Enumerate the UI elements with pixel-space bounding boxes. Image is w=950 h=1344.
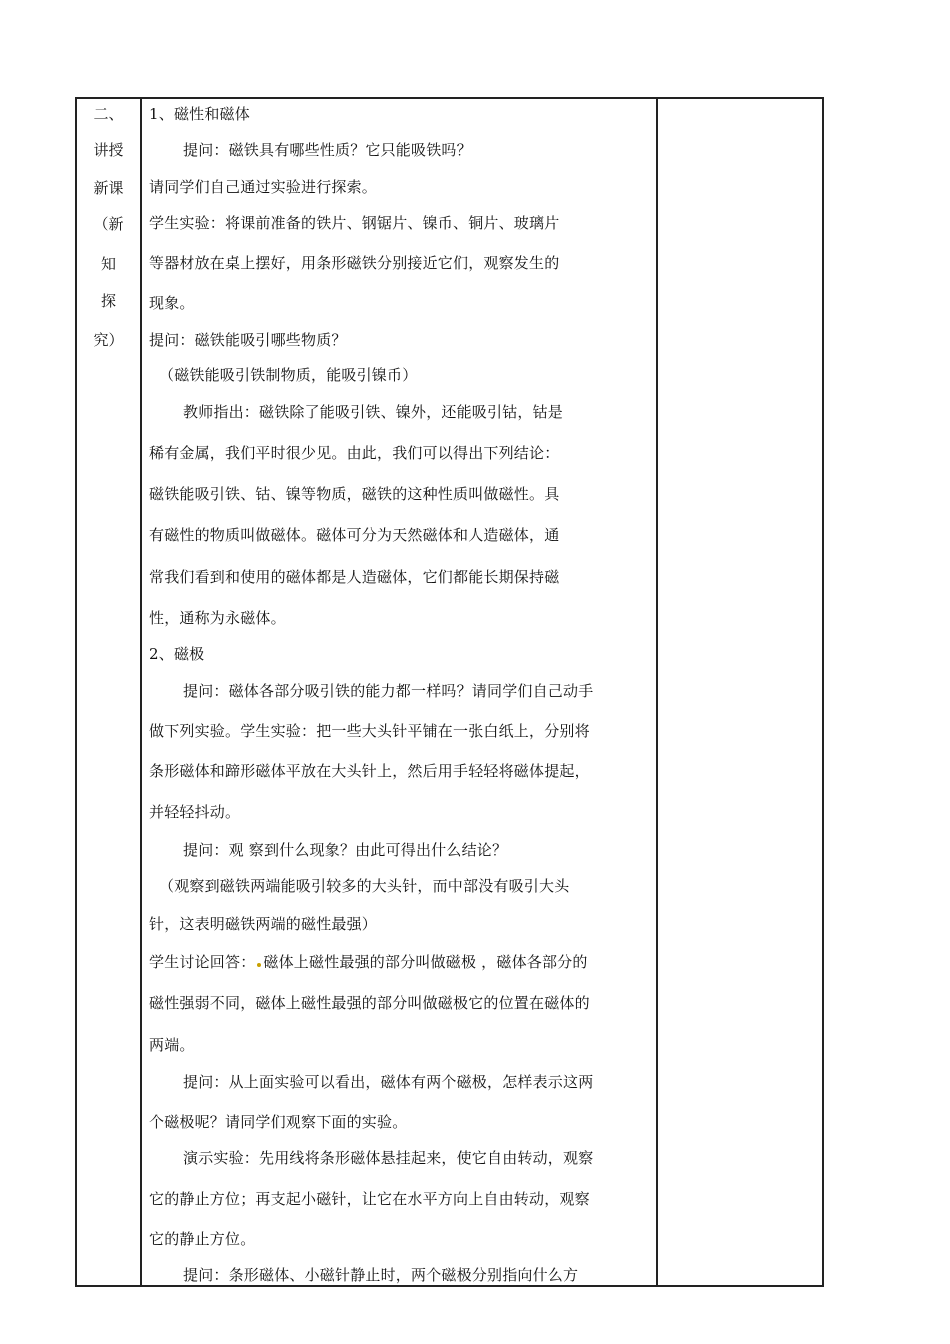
lesson-table <box>75 97 824 1287</box>
text-span: 学生讨论回答： <box>149 953 256 971</box>
text-line: 个磁极呢？请同学们观察下面的实验。 <box>149 1113 408 1131</box>
column-divider <box>140 99 142 1285</box>
answer: （磁铁能吸引铁制物质，能吸引镍币） <box>159 366 418 384</box>
text-line: 磁铁能吸引铁、钴、镍等物质，磁铁的这种性质叫做磁性。具 <box>149 485 560 503</box>
stage-label-line: 新课 <box>93 179 124 197</box>
column-divider <box>656 99 658 1285</box>
text-line: 现象。 <box>149 294 195 312</box>
question: 提问：观 察到什么现象？由此可得出什么结论？ <box>183 841 508 859</box>
question: 提问：磁铁具有哪些性质？它只能吸铁吗？ <box>183 141 472 159</box>
text-line: 磁性强弱不同，磁体上磁性最强的部分叫做磁极它的位置在磁体的 <box>149 994 590 1012</box>
section-title: 1、磁性和磁体 <box>149 105 250 123</box>
text-line: 性，通称为永磁体。 <box>149 609 286 627</box>
text-span: 磁体上磁性最强的部分叫做磁极 ，磁体各部分的 <box>263 953 588 971</box>
question: 提问：磁体各部分吸引铁的能力都一样吗？请同学们自己动手 <box>183 682 594 700</box>
stage-label-line: 探 <box>100 292 116 310</box>
stage-label-line: 讲授 <box>93 141 124 159</box>
text-line: 稀有金属，我们平时很少见。由此，我们可以得出下列结论： <box>149 444 560 462</box>
text-line: 学生实验：将课前准备的铁片、钢锯片、镍币、铜片、玻璃片 <box>149 214 560 232</box>
text-line: 条形磁体和蹄形磁体平放在大头针上，然后用手轻轻将磁体提起， <box>149 762 590 780</box>
text-line: 并轻轻抖动。 <box>149 803 241 821</box>
question: 提问：磁铁能吸引哪些物质？ <box>149 331 347 349</box>
section-title: 2、磁极 <box>149 645 205 663</box>
text-line: 做下列实验。学生实验：把一些大头针平铺在一张白纸上，分别将 <box>149 722 590 740</box>
text-line: 它的静止方位。 <box>149 1230 256 1248</box>
text-line: 请同学们自己通过实验进行探索。 <box>149 178 378 196</box>
stage-label-line: 知 <box>100 255 116 273</box>
text-line: 有磁性的物质叫做磁体。磁体可分为天然磁体和人造磁体，通 <box>149 526 560 544</box>
text-line: 演示实验：先用线将条形磁体悬挂起来，使它自由转动，观察 <box>183 1149 594 1167</box>
answer: （观察到磁铁两端能吸引较多的大头针，而中部没有吸引大头 <box>159 877 570 895</box>
question: 提问：从上面实验可以看出，磁体有两个磁极，怎样表示这两 <box>183 1073 594 1091</box>
text-line: 教师指出：磁铁除了能吸引铁、镍外，还能吸引钴，钴是 <box>183 403 564 421</box>
stage-label-line: 二、 <box>93 105 124 123</box>
text-line: 等器材放在桌上摆好，用条形磁铁分别接近它们，观察发生的 <box>149 254 560 272</box>
answer: 针，这表明磁铁两端的磁性最强） <box>149 915 378 933</box>
text-line: 两端。 <box>149 1036 195 1054</box>
question: 提问：条形磁体、小磁针静止时，两个磁极分别指向什么方 <box>183 1266 579 1284</box>
stage-label-line: （新 <box>93 215 124 233</box>
text-line: 它的静止方位；再支起小磁针，让它在水平方向上自由转动，观察 <box>149 1190 590 1208</box>
stage-label-line: 究） <box>93 331 124 349</box>
text-line: 常我们看到和使用的磁体都是人造磁体，它们都能长期保持磁 <box>149 568 560 586</box>
text-line <box>149 951 588 972</box>
marker-dot <box>257 963 261 967</box>
